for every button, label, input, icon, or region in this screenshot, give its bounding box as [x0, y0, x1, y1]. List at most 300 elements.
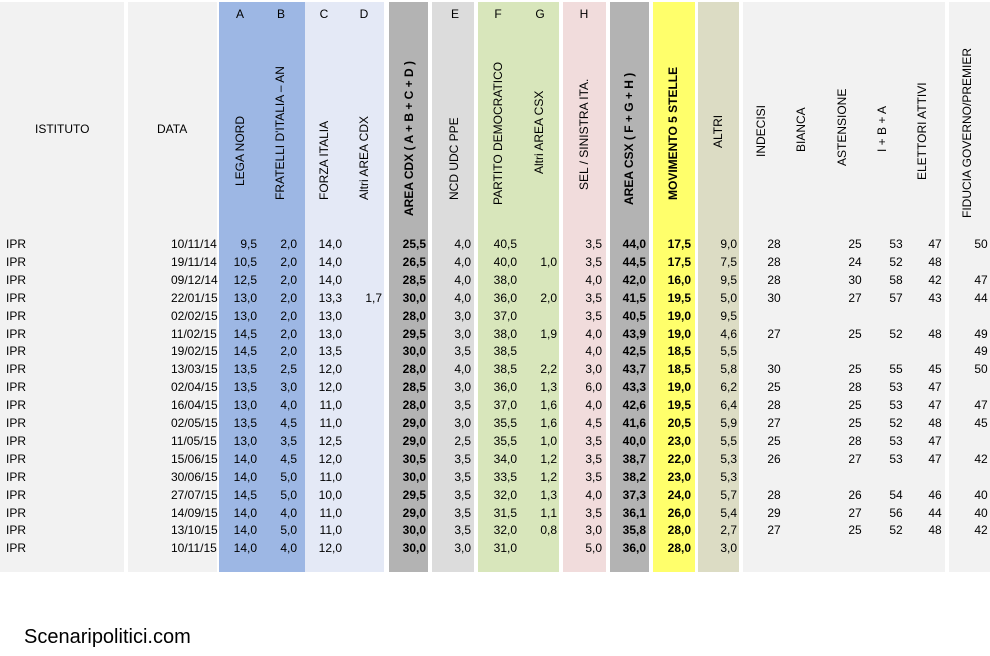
cell-altri-cdx — [342, 415, 382, 432]
cell-istituto: IPR — [6, 326, 27, 341]
cell-altri: 5,8 — [720, 362, 737, 377]
cell-altri-csx: 1,1 — [540, 505, 557, 520]
col-letter-g: G — [535, 7, 545, 21]
cell-altri-cdx — [342, 343, 382, 360]
cell-astensione: 28 — [848, 433, 862, 448]
cell-pd: 33,5 — [493, 469, 517, 484]
cell-bianca — [794, 290, 834, 307]
cell-lega-nord: 14,0 — [233, 523, 257, 538]
cell-altri-cdx — [342, 451, 382, 468]
cell-date: 14/09/15 — [171, 505, 218, 520]
cell-area-csx: 44,0 — [622, 237, 646, 251]
cell-area-cdx: 29,0 — [402, 505, 426, 520]
cell-indecisi: 28 — [767, 254, 781, 269]
cell-altri: 9,0 — [720, 237, 737, 251]
cell-pd: 38,0 — [493, 326, 517, 341]
header-partito-democratico: PARTITO DEMOCRATICO — [491, 61, 505, 205]
cell-iba: 56 — [889, 505, 903, 520]
cell-istituto: IPR — [6, 398, 27, 413]
cell-pd: 37,0 — [493, 308, 517, 323]
cell-date: 09/12/14 — [171, 272, 218, 287]
cell-forza-italia: 10,0 — [318, 487, 342, 502]
cell-m5s: 20,5 — [667, 416, 691, 430]
cell-pd: 36,0 — [493, 380, 517, 395]
cell-forza-italia: 13,3 — [318, 290, 342, 305]
cell-forza-italia: 13,0 — [318, 308, 342, 323]
cell-date: 10/11/14 — [171, 237, 217, 251]
cell-ncd: 2,5 — [454, 433, 471, 448]
cell-area-cdx: 26,5 — [402, 254, 426, 269]
cell-altri-csx: 1,6 — [540, 398, 557, 413]
cell-m5s: 23,0 — [667, 469, 691, 484]
header-fratelli-italia: FRATELLI D'ITALIA – AN — [273, 66, 287, 200]
cell-sel: 3,5 — [585, 308, 602, 323]
cell-area-cdx: 29,5 — [402, 326, 426, 341]
cell-area-csx: 43,3 — [622, 380, 646, 395]
cell-astensione — [835, 308, 875, 325]
cell-fiducia: 44 — [974, 290, 988, 305]
cell-fratelli-italia: 2,0 — [280, 344, 297, 359]
cell-altri-cdx: 1,7 — [365, 290, 382, 305]
cell-bianca — [794, 469, 834, 486]
cell-altri-cdx — [342, 540, 382, 557]
cell-forza-italia: 14,0 — [318, 272, 342, 287]
cell-iba: 53 — [889, 451, 903, 466]
header-istituto: ISTITUTO — [35, 122, 90, 136]
cell-bianca — [794, 540, 834, 557]
cell-sel: 4,0 — [585, 272, 602, 287]
cell-altri: 5,5 — [720, 344, 737, 359]
cell-forza-italia: 13,5 — [318, 344, 342, 359]
cell-altri-csx: 2,0 — [540, 290, 557, 305]
cell-iba: 53 — [889, 380, 903, 395]
cell-istituto: IPR — [6, 254, 27, 269]
header-area-csx: AREA CSX ( F + G + H ) — [622, 72, 636, 205]
cell-istituto: IPR — [6, 380, 27, 395]
cell-istituto: IPR — [6, 237, 27, 251]
cell-elettori: 47 — [928, 451, 942, 466]
cell-elettori: 47 — [928, 380, 942, 395]
cell-area-csx: 43,9 — [622, 326, 646, 341]
cell-bianca — [794, 397, 834, 414]
cell-astensione: 25 — [848, 237, 862, 251]
cell-ncd: 3,5 — [454, 505, 471, 520]
cell-area-cdx: 28,5 — [402, 380, 426, 395]
cell-ncd: 3,0 — [454, 326, 471, 341]
cell-bianca — [794, 487, 834, 504]
cell-date: 15/06/15 — [171, 451, 218, 466]
cell-lega-nord: 13,0 — [233, 308, 257, 323]
cell-m5s: 18,5 — [667, 362, 691, 377]
header-bianca: BIANCA — [794, 107, 808, 152]
cell-forza-italia: 11,0 — [319, 469, 342, 484]
cell-elettori: 48 — [928, 416, 942, 430]
cell-indecisi: 27 — [767, 416, 781, 430]
cell-m5s: 28,0 — [667, 523, 691, 538]
cell-date: 27/07/15 — [171, 487, 218, 502]
cell-fiducia — [961, 379, 990, 396]
cell-indecisi: 25 — [767, 380, 781, 395]
cell-pd: 38,5 — [493, 344, 517, 359]
cell-area-cdx: 30,0 — [402, 344, 426, 359]
cell-sel: 3,5 — [585, 237, 602, 251]
cell-forza-italia: 11,0 — [319, 398, 342, 413]
cell-forza-italia: 11,0 — [319, 416, 342, 430]
cell-astensione: 30 — [848, 272, 862, 287]
cell-ncd: 3,0 — [454, 308, 471, 323]
cell-altri-csx — [517, 236, 557, 253]
cell-ncd: 4,0 — [454, 237, 471, 251]
cell-istituto: IPR — [6, 433, 27, 448]
cell-altri-csx: 1,2 — [540, 469, 557, 484]
cell-m5s: 22,0 — [667, 451, 691, 466]
cell-altri-cdx — [342, 361, 382, 378]
cell-area-csx: 43,7 — [622, 362, 646, 377]
cell-area-csx: 36,1 — [622, 505, 646, 520]
cell-pd: 36,0 — [493, 290, 517, 305]
cell-m5s: 24,0 — [667, 487, 691, 502]
cell-lega-nord: 14,5 — [233, 487, 257, 502]
cell-fiducia — [961, 540, 990, 557]
cell-date: 02/05/15 — [171, 416, 218, 430]
cell-area-cdx: 28,5 — [402, 272, 426, 287]
cell-altri-csx: 1,3 — [540, 380, 557, 395]
cell-ncd: 4,0 — [454, 272, 471, 287]
cell-altri-cdx — [342, 254, 382, 271]
cell-area-cdx: 29,5 — [402, 487, 426, 502]
cell-fratelli-italia: 4,5 — [280, 416, 297, 430]
cell-bianca — [794, 379, 834, 396]
cell-date: 19/11/14 — [171, 254, 217, 269]
cell-indecisi: 27 — [767, 326, 781, 341]
cell-altri-csx: 2,2 — [540, 362, 557, 377]
cell-m5s: 17,5 — [667, 254, 691, 269]
cell-date: 10/11/15 — [171, 541, 217, 556]
cell-fratelli-italia: 5,0 — [280, 523, 297, 538]
col-letter-b: B — [276, 7, 285, 21]
cell-indecisi — [754, 308, 794, 325]
cell-lega-nord: 14,0 — [233, 451, 257, 466]
cell-sel: 3,5 — [585, 469, 602, 484]
cell-date: 13/03/15 — [171, 362, 218, 377]
col-letter-c: C — [319, 7, 329, 21]
cell-fratelli-italia: 4,0 — [280, 505, 297, 520]
cell-area-csx: 41,6 — [622, 416, 646, 430]
cell-fratelli-italia: 2,0 — [280, 308, 297, 323]
cell-forza-italia: 11,0 — [319, 505, 342, 520]
cell-pd: 40,5 — [493, 237, 517, 251]
cell-indecisi: 25 — [767, 433, 781, 448]
cell-indecisi: 26 — [767, 451, 781, 466]
cell-bianca — [794, 505, 834, 522]
cell-fiducia: 47 — [974, 398, 988, 413]
cell-fiducia: 50 — [974, 237, 988, 251]
cell-pd: 37,0 — [493, 398, 517, 413]
cell-elettori: 47 — [928, 398, 942, 413]
header-movimento-5-stelle: MOVIMENTO 5 STELLE — [666, 66, 680, 200]
cell-astensione: 25 — [848, 398, 862, 413]
cell-astensione — [835, 540, 875, 557]
cell-indecisi — [754, 469, 794, 486]
cell-date: 30/06/15 — [171, 469, 218, 484]
cell-fiducia — [961, 254, 990, 271]
col-letter-d: D — [359, 7, 369, 21]
cell-altri: 5,0 — [720, 290, 737, 305]
header-i-b-a: I + B + A — [875, 105, 889, 152]
cell-elettori — [915, 540, 955, 557]
cell-elettori: 46 — [928, 487, 942, 502]
header-altri: ALTRI — [711, 114, 725, 148]
cell-area-csx: 42,5 — [622, 344, 646, 359]
cell-elettori — [915, 469, 955, 486]
cell-bianca — [794, 433, 834, 450]
cell-iba: 52 — [889, 326, 903, 341]
cell-pd: 35,5 — [493, 416, 517, 430]
cell-fratelli-italia: 2,0 — [280, 290, 297, 305]
cell-sel: 4,5 — [585, 416, 602, 430]
cell-indecisi: 27 — [767, 523, 781, 538]
cell-fiducia: 40 — [974, 505, 988, 520]
cell-m5s: 19,0 — [667, 326, 691, 341]
cell-iba: 52 — [889, 254, 903, 269]
cell-pd: 31,5 — [493, 505, 517, 520]
cell-istituto: IPR — [6, 362, 27, 377]
cell-area-cdx: 30,0 — [402, 541, 426, 556]
cell-lega-nord: 13,5 — [233, 380, 257, 395]
cell-altri-csx: 0,8 — [540, 523, 557, 538]
cell-bianca — [794, 236, 834, 253]
cell-fiducia: 47 — [974, 272, 988, 287]
cell-forza-italia: 12,0 — [318, 380, 342, 395]
cell-fiducia: 42 — [974, 451, 988, 466]
cell-altri-csx — [517, 308, 557, 325]
cell-pd: 32,0 — [493, 523, 517, 538]
cell-altri-csx: 1,0 — [540, 254, 557, 269]
cell-ncd: 4,0 — [454, 254, 471, 269]
cell-m5s: 16,0 — [667, 272, 691, 287]
cell-forza-italia: 14,0 — [318, 237, 342, 251]
cell-area-cdx: 30,0 — [402, 523, 426, 538]
cell-altri: 9,5 — [720, 308, 737, 323]
cell-iba: 52 — [889, 416, 903, 430]
cell-forza-italia: 14,0 — [318, 254, 342, 269]
cell-istituto: IPR — [6, 451, 27, 466]
cell-elettori — [915, 308, 955, 325]
cell-ncd: 4,0 — [454, 362, 471, 377]
cell-altri: 5,4 — [720, 505, 737, 520]
cell-m5s: 18,5 — [667, 344, 691, 359]
cell-altri: 5,3 — [720, 469, 737, 484]
cell-forza-italia: 12,0 — [318, 451, 342, 466]
header-indecisi: INDECISI — [754, 104, 768, 157]
cell-istituto: IPR — [6, 541, 27, 556]
cell-iba — [876, 343, 916, 360]
cell-altri-cdx — [342, 236, 382, 253]
cell-fratelli-italia: 2,0 — [280, 254, 297, 269]
cell-indecisi — [754, 540, 794, 557]
cell-lega-nord: 13,0 — [233, 433, 257, 448]
cell-m5s: 23,0 — [667, 433, 691, 448]
cell-iba: 55 — [889, 362, 903, 377]
cell-istituto: IPR — [6, 469, 27, 484]
cell-altri-csx: 1,9 — [540, 326, 557, 341]
header-altri-area-csx: Altri AREA CSX — [532, 90, 546, 174]
cell-fratelli-italia: 2,0 — [280, 272, 297, 287]
cell-pd: 31,0 — [493, 541, 517, 556]
cell-altri: 6,2 — [720, 380, 737, 395]
cell-altri-csx: 1,2 — [540, 451, 557, 466]
header-astensione: ASTENSIONE — [835, 88, 849, 166]
cell-forza-italia: 12,5 — [318, 433, 342, 448]
cell-lega-nord: 14,0 — [233, 469, 257, 484]
header-altri-area-cdx: Altri AREA CDX — [357, 115, 371, 200]
cell-lega-nord: 12,5 — [233, 272, 257, 287]
cell-fiducia: 40 — [974, 487, 988, 502]
cell-lega-nord: 14,0 — [233, 541, 257, 556]
cell-iba: 57 — [889, 290, 903, 305]
cell-area-cdx: 25,5 — [402, 237, 426, 251]
cell-iba: 53 — [889, 237, 903, 251]
cell-altri-cdx — [342, 522, 382, 539]
cell-area-csx: 40,0 — [622, 433, 646, 448]
cell-lega-nord: 13,5 — [233, 416, 257, 430]
cell-m5s: 28,0 — [667, 541, 691, 556]
cell-astensione — [835, 469, 875, 486]
cell-sel: 3,5 — [585, 505, 602, 520]
cell-ncd: 3,5 — [454, 487, 471, 502]
cell-m5s: 17,5 — [667, 237, 691, 251]
cell-indecisi: 28 — [767, 272, 781, 287]
cell-m5s: 19,5 — [667, 290, 691, 305]
cell-area-cdx: 30,5 — [402, 451, 426, 466]
cell-altri-cdx — [342, 397, 382, 414]
cell-area-cdx: 28,0 — [402, 308, 426, 323]
cell-m5s: 26,0 — [667, 505, 691, 520]
cell-area-csx: 36,0 — [622, 541, 646, 556]
cell-iba — [876, 308, 916, 325]
header-lega-nord: LEGA NORD — [233, 115, 247, 186]
cell-bianca — [794, 415, 834, 432]
cell-lega-nord: 13,0 — [233, 290, 257, 305]
cell-elettori: 43 — [928, 290, 942, 305]
cell-lega-nord: 14,5 — [233, 326, 257, 341]
header-elettori-attivi: ELETTORI ATTIVI — [915, 82, 929, 180]
cell-fiducia: 49 — [974, 326, 988, 341]
cell-altri-cdx — [342, 487, 382, 504]
cell-pd: 38,5 — [493, 362, 517, 377]
cell-date: 02/02/15 — [171, 308, 218, 323]
cell-altri-cdx — [342, 433, 382, 450]
cell-istituto: IPR — [6, 344, 27, 359]
cell-altri-cdx — [342, 469, 382, 486]
cell-area-csx: 42,6 — [622, 398, 646, 413]
cell-altri: 3,0 — [720, 541, 737, 556]
cell-altri: 5,5 — [720, 433, 737, 448]
cell-iba — [876, 469, 916, 486]
cell-indecisi — [754, 343, 794, 360]
cell-sel: 3,5 — [585, 433, 602, 448]
cell-istituto: IPR — [6, 505, 27, 520]
cell-date: 11/05/15 — [171, 433, 217, 448]
cell-lega-nord: 13,0 — [233, 398, 257, 413]
cell-altri-csx — [517, 540, 557, 557]
cell-altri-cdx — [342, 272, 382, 289]
cell-astensione — [835, 343, 875, 360]
cell-fiducia — [961, 469, 990, 486]
cell-altri-csx: 1,0 — [540, 433, 557, 448]
cell-ncd: 3,0 — [454, 416, 471, 430]
cell-m5s: 19,5 — [667, 398, 691, 413]
cell-elettori: 48 — [928, 254, 942, 269]
cell-sel: 4,0 — [585, 487, 602, 502]
cell-pd: 40,0 — [493, 254, 517, 269]
cell-lega-nord: 10,5 — [233, 254, 257, 269]
cell-pd: 32,0 — [493, 487, 517, 502]
header-area-cdx: AREA CDX ( A + B + C + D ) — [402, 60, 416, 216]
header-ncd-udc-ppe: NCD UDC PPE — [447, 117, 461, 200]
cell-date: 13/10/15 — [171, 523, 218, 538]
cell-indecisi: 29 — [767, 505, 781, 520]
cell-indecisi: 30 — [767, 362, 781, 377]
cell-lega-nord: 13,5 — [233, 362, 257, 377]
cell-altri-csx: 1,3 — [540, 487, 557, 502]
cell-fratelli-italia: 2,0 — [280, 237, 297, 251]
cell-altri: 5,7 — [720, 487, 737, 502]
cell-elettori — [915, 343, 955, 360]
header-data: DATA — [157, 122, 188, 136]
cell-astensione: 27 — [848, 451, 862, 466]
cell-elettori: 44 — [928, 505, 942, 520]
cell-forza-italia: 12,0 — [318, 541, 342, 556]
cell-area-cdx: 30,0 — [402, 290, 426, 305]
cell-altri-cdx — [342, 379, 382, 396]
cell-bianca — [794, 254, 834, 271]
cell-area-cdx: 29,0 — [402, 433, 426, 448]
cell-elettori: 48 — [928, 326, 942, 341]
cell-fratelli-italia: 4,5 — [280, 451, 297, 466]
cell-fratelli-italia: 2,5 — [280, 362, 297, 377]
cell-astensione: 25 — [848, 416, 862, 430]
cell-area-cdx: 29,0 — [402, 416, 426, 430]
cell-date: 22/01/15 — [171, 290, 218, 305]
cell-altri: 4,6 — [720, 326, 737, 341]
cell-ncd: 4,0 — [454, 290, 471, 305]
cell-astensione: 25 — [848, 326, 862, 341]
cell-ncd: 3,5 — [454, 469, 471, 484]
cell-fratelli-italia: 3,5 — [280, 433, 297, 448]
cell-fiducia — [961, 433, 990, 450]
cell-area-cdx: 28,0 — [402, 398, 426, 413]
cell-fiducia: 49 — [974, 344, 988, 359]
cell-date: 19/02/15 — [171, 344, 218, 359]
cell-altri: 7,5 — [720, 254, 737, 269]
cell-altri: 5,3 — [720, 451, 737, 466]
cell-sel: 5,0 — [585, 541, 602, 556]
header-fiducia-governo: FIDUCIA GOVERNO/PREMIER — [960, 47, 974, 218]
header-sel-sinistra: SEL / SINISTRA ITA. — [577, 78, 591, 190]
cell-pd: 34,0 — [493, 451, 517, 466]
cell-altri-csx — [517, 343, 557, 360]
cell-area-csx: 42,0 — [622, 272, 646, 287]
cell-sel: 3,5 — [585, 451, 602, 466]
col-letter-h: H — [579, 7, 589, 21]
cell-fratelli-italia: 4,0 — [280, 398, 297, 413]
cell-fratelli-italia: 5,0 — [280, 487, 297, 502]
cell-bianca — [794, 522, 834, 539]
cell-area-csx: 38,2 — [622, 469, 646, 484]
cell-istituto: IPR — [6, 272, 27, 287]
cell-forza-italia: 12,0 — [318, 362, 342, 377]
